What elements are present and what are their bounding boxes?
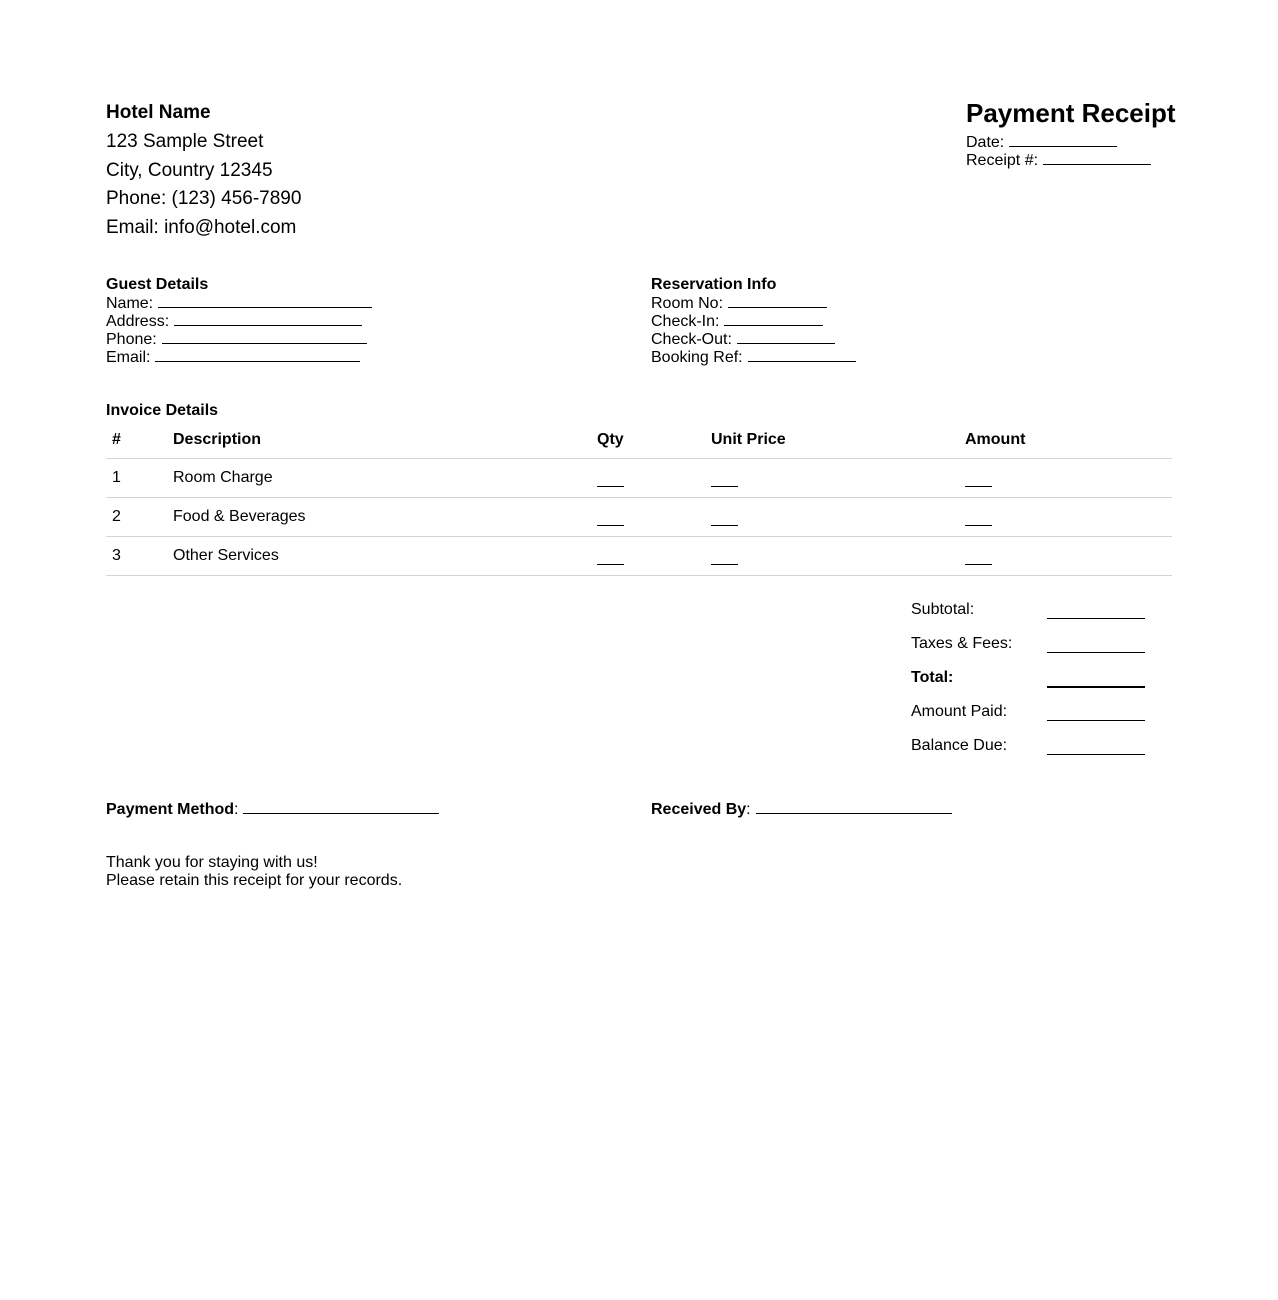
guest-name-blank[interactable] (158, 294, 372, 308)
guest-email-field[interactable] (106, 348, 360, 367)
payment-method-blank[interactable] (243, 800, 439, 814)
table-row (106, 459, 1172, 498)
hotel-name: Hotel Name (106, 102, 211, 123)
room-number-field[interactable] (651, 294, 827, 313)
check-in-blank[interactable] (724, 312, 823, 326)
amount-paid-blank[interactable] (1047, 701, 1145, 721)
received-by-field[interactable]: Received By: (651, 800, 952, 819)
check-in-field[interactable] (651, 312, 823, 331)
table-row (106, 537, 1172, 576)
guest-address-label: Address: (106, 313, 170, 330)
amount-blank[interactable] (965, 548, 992, 565)
amount-paid-row (911, 701, 1151, 735)
guest-phone-field[interactable] (106, 330, 367, 349)
check-in-label: Check-In: (651, 313, 720, 330)
booking-ref-blank[interactable] (748, 348, 856, 362)
receipt-title: Payment Receipt (966, 98, 1176, 128)
qty-blank[interactable] (597, 509, 624, 526)
unit-price-blank[interactable] (711, 548, 738, 565)
subtotal-blank[interactable] (1047, 599, 1145, 619)
date-field[interactable] (966, 133, 1117, 152)
balance-due-label: Balance Due: (911, 737, 1008, 754)
column-header-unit-price: Unit Price (711, 431, 786, 448)
row-description: Food & Beverages (173, 508, 306, 525)
check-out-label: Check-Out: (651, 331, 732, 348)
room-number-label: Room No: (651, 295, 724, 312)
booking-ref-label: Booking Ref: (651, 349, 743, 366)
check-out-field[interactable] (651, 330, 835, 349)
row-number: 3 (112, 547, 121, 564)
total-blank[interactable] (1047, 667, 1145, 688)
invoice-details-heading: Invoice Details (106, 402, 219, 419)
check-out-blank[interactable] (737, 330, 835, 344)
guest-details-heading: Guest Details (106, 276, 209, 293)
invoice-table-header (106, 422, 1172, 459)
unit-price-blank[interactable] (711, 509, 738, 526)
thank-you-note: Thank you for staying with us! (106, 854, 318, 871)
taxes-blank[interactable] (1047, 633, 1145, 653)
qty-blank[interactable] (597, 548, 624, 565)
column-header-description: Description (173, 431, 262, 448)
guest-email-label: Email: (106, 349, 151, 366)
hotel-street: 123 Sample Street (106, 131, 264, 152)
hotel-email: Email: info@hotel.com (106, 217, 297, 238)
guest-email-blank[interactable] (155, 348, 360, 362)
hotel-phone: Phone: (123) 456-7890 (106, 188, 302, 209)
row-number: 2 (112, 508, 121, 525)
amount-blank[interactable] (965, 470, 992, 487)
table-row (106, 498, 1172, 537)
receipt-number-label: Receipt #: (966, 152, 1039, 169)
column-header-amount: Amount (965, 431, 1026, 448)
row-description: Other Services (173, 547, 279, 564)
balance-due-row (911, 735, 1151, 769)
receipt-number-field[interactable] (966, 151, 1151, 170)
amount-paid-label: Amount Paid: (911, 703, 1008, 720)
taxes-label: Taxes & Fees: (911, 635, 1013, 652)
guest-phone-label: Phone: (106, 331, 157, 348)
qty-blank[interactable] (597, 470, 624, 487)
room-number-blank[interactable] (728, 294, 827, 308)
column-header-number: # (112, 431, 121, 448)
receipt-number-blank[interactable] (1043, 151, 1151, 165)
guest-phone-blank[interactable] (162, 330, 367, 344)
taxes-row (911, 633, 1151, 667)
invoice-table (106, 422, 1172, 576)
total-row (911, 667, 1151, 701)
date-blank[interactable] (1009, 133, 1117, 147)
balance-due-blank[interactable] (1047, 735, 1145, 755)
subtotal-row (911, 599, 1151, 633)
payment-method-label: Payment Method (106, 801, 235, 818)
total-label: Total: (911, 669, 954, 686)
booking-ref-field[interactable] (651, 348, 856, 367)
date-label: Date: (966, 134, 1005, 151)
received-by-label: Received By (651, 801, 747, 818)
row-description: Room Charge (173, 469, 273, 486)
row-number: 1 (112, 469, 121, 486)
guest-name-label: Name: (106, 295, 154, 312)
guest-name-field[interactable] (106, 294, 372, 313)
unit-price-blank[interactable] (711, 470, 738, 487)
guest-address-field[interactable] (106, 312, 362, 331)
hotel-city: City, Country 12345 (106, 160, 273, 181)
column-header-qty: Qty (597, 431, 624, 448)
guest-address-blank[interactable] (174, 312, 362, 326)
reservation-info-heading: Reservation Info (651, 276, 777, 293)
retain-note: Please retain this receipt for your records. (106, 872, 403, 889)
received-by-blank[interactable] (756, 800, 952, 814)
subtotal-label: Subtotal: (911, 601, 975, 618)
amount-blank[interactable] (965, 509, 992, 526)
payment-method-field[interactable]: Payment Method: (106, 800, 439, 819)
totals-block (911, 599, 1151, 769)
